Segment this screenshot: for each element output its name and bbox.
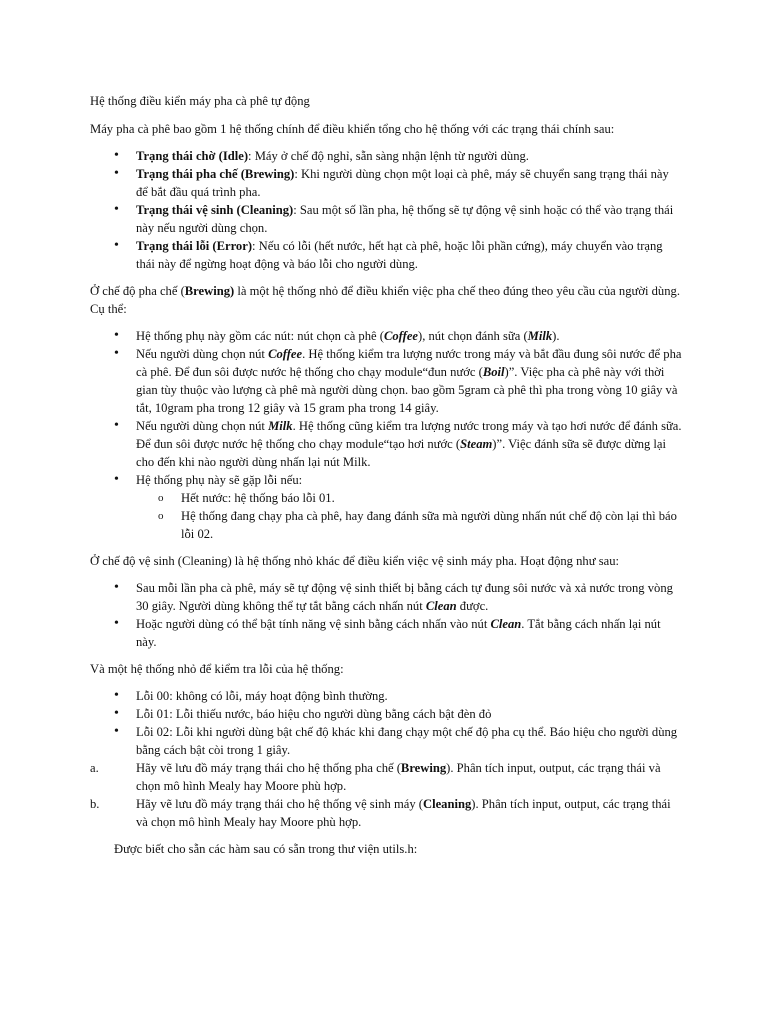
bold-run: Cleaning [422,797,472,811]
document-page [90,92,682,858]
clean-term: Clean [425,599,457,613]
list-item: • Lỗi 00: không có lỗi, máy hoạt động bình thường. [90,687,682,705]
task-item [90,795,682,831]
bold-run: Brewing [400,761,447,775]
state-text: : Nếu có lỗi (hết nước, hết hạt cà phê, hoặc lỗi phần cứng), máy chuyển vào trạng thái này để ngừng hoạt động và báo lỗi cho người dùng. [136,239,663,271]
coffee-term: Coffee [383,329,419,343]
text-run: Ở chế độ pha chế ( [90,284,185,298]
cleaning-intro: Ở chế độ vệ sinh (Cleaning) là hệ thống nhỏ khác để điều kiển việc vệ sinh máy pha. Hoạt động như sau: [90,554,619,568]
list-item [90,147,682,165]
states-list [90,147,682,273]
state-text: : Máy ở chế độ nghỉ, sẵn sàng nhận lệnh từ người dùng. [248,149,529,163]
list-item [90,327,682,345]
text-run: ). Phân tích input, output, các trạng thái và chọn mô hình Mealy hay Moore phù hợp. [136,797,671,829]
text-run: . Hệ thống kiểm tra lượng nước trong máy và bắt đầu đung sôi nước để pha cà phê. Để đun sôi được nước hệ thống cho chạy module“đun nước ( [136,347,682,379]
text-run: ). [552,329,560,343]
text-run: ). Phân tích input, output, các trạng thái và chọn mô hình Mealy hay Moore phù hợp. [136,761,661,793]
text-run: được. [456,599,489,613]
list-item [90,165,682,201]
state-text: : Khi người dùng chọn một loại cà phê, máy sẽ chuyển sang trạng thái này để bắt đầu quá trình pha. [136,167,669,199]
footer-paragraph: Được biết cho sẵn các hàm sau có sẵn trong thư viện utils.h: [114,842,418,856]
list-item [90,471,682,543]
text-run: Hệ thống phụ này gồm các nút: nút chọn cà phê ( [136,329,384,343]
error-sublist [136,489,682,543]
sub-list-item: o Hệ thống đang chạy pha cà phê, hay đang đánh sữa mà người dùng nhấn nút chế độ còn lại thì báo lỗi 02. [90,507,682,543]
text-run: ), nút chọn đánh sữa ( [418,329,528,343]
state-label: Trạng thái pha chế (Brewing) [136,167,295,181]
list-item [90,237,682,273]
text-run: . Tắt bằng cách nhấn lại nút này. [136,617,661,649]
task-marker: b. [90,797,100,811]
milk-term: Milk [268,419,293,433]
list-item [90,579,682,615]
error-codes-list [90,687,682,759]
sub-list-item: o Hết nước: hệ thống báo lỗi 01. [90,489,682,507]
state-label: Trạng thái vệ sinh (Cleaning) [136,203,294,217]
clean-term: Clean [490,617,522,631]
brewing-list [90,327,682,543]
text-run: là một hệ thống nhỏ để điều khiển việc pha chế theo đúng theo yêu cầu của người dùng. Cụ thể: [90,284,680,316]
state-label: Trạng thái chờ (Idle) [136,149,249,163]
text-run: Sau mỗi lần pha cà phê, máy sẽ tự động vệ sinh thiết bị bằng cách tự đung sôi nước và xả nước trong vòng 30 giây. Người dùng không thể tự tắt bằng cách nhấn nút [136,581,673,613]
text-run: Hãy vẽ lưu đồ máy trạng thái cho hệ thống pha chế ( [136,761,401,775]
text-run: )”. Việc đánh sữa sẽ được dừng lại cho đến khi nào người dùng nhấn lại nút Milk. [136,437,667,469]
text-run: Nếu người dùng chọn nút [136,347,269,361]
task-item [90,759,682,795]
tasks-list [90,759,682,831]
state-text: : Sau một số lần pha, hệ thống sẽ tự động vệ sinh hoặc có thể vào trạng thái này nếu người dùng chọn. [136,203,674,235]
document-title: Hệ thống điều kiển máy pha cà phê tự động [90,94,310,108]
steam-term: Steam [460,437,493,451]
task-marker: a. [90,761,99,775]
coffee-term: Coffee [268,347,303,361]
list-item [90,345,682,417]
cleaning-list [90,579,682,651]
error-check-intro: Và một hệ thống nhỏ để kiểm tra lỗi của hệ thống: [90,662,344,676]
list-item: • Lỗi 01: Lỗi thiếu nước, báo hiệu cho người dùng bằng cách bật đèn đỏ [90,705,682,723]
boil-term: Boil [482,365,505,379]
list-item: • Lỗi 02: Lỗi khi người dùng bật chế độ khác khi đang chạy một chế độ pha cụ thể. Báo hiệu cho người dùng bằng cách bật còi trong 1 giây. [90,723,682,759]
list-item [90,615,682,651]
text-run: Nếu người dùng chọn nút [136,419,269,433]
text-run: . Hệ thống cũng kiểm tra lượng nước trong máy và tạo hơi nước để đánh sữa. Để đun sôi được nước hệ thống cho chạy module“tạo hơi nước ( [136,419,682,451]
brewing-intro [90,282,682,318]
text-run: Hệ thống phụ này sẽ gặp lỗi nếu: [136,473,303,487]
text-run: Hoặc người dùng có thể bật tính năng vệ sinh bằng cách nhấn vào nút [136,617,491,631]
milk-term: Milk [527,329,553,343]
text-run: )”. Việc pha cà phê này với thời gian tùy thuộc vào lượng cà phê mà người dùng chọn. bao gồm 5gram cà phê thì pha trong vòng 10 giây và tắt, 10gram pha trong 12 giây và 15 gram pha trong 14 giây. [136,365,678,415]
state-label: Trạng thái lỗi (Error) [136,239,253,253]
intro-paragraph: Máy pha cà phê bao gồm 1 hệ thống chính để điều khiển tổng cho hệ thống với các trạng thái chính sau: [90,122,615,136]
text-run: Hãy vẽ lưu đồ máy trạng thái cho hệ thống vệ sinh máy ( [136,797,423,811]
bold-run: Brewing) [184,284,235,298]
list-item [90,201,682,237]
list-item [90,417,682,471]
